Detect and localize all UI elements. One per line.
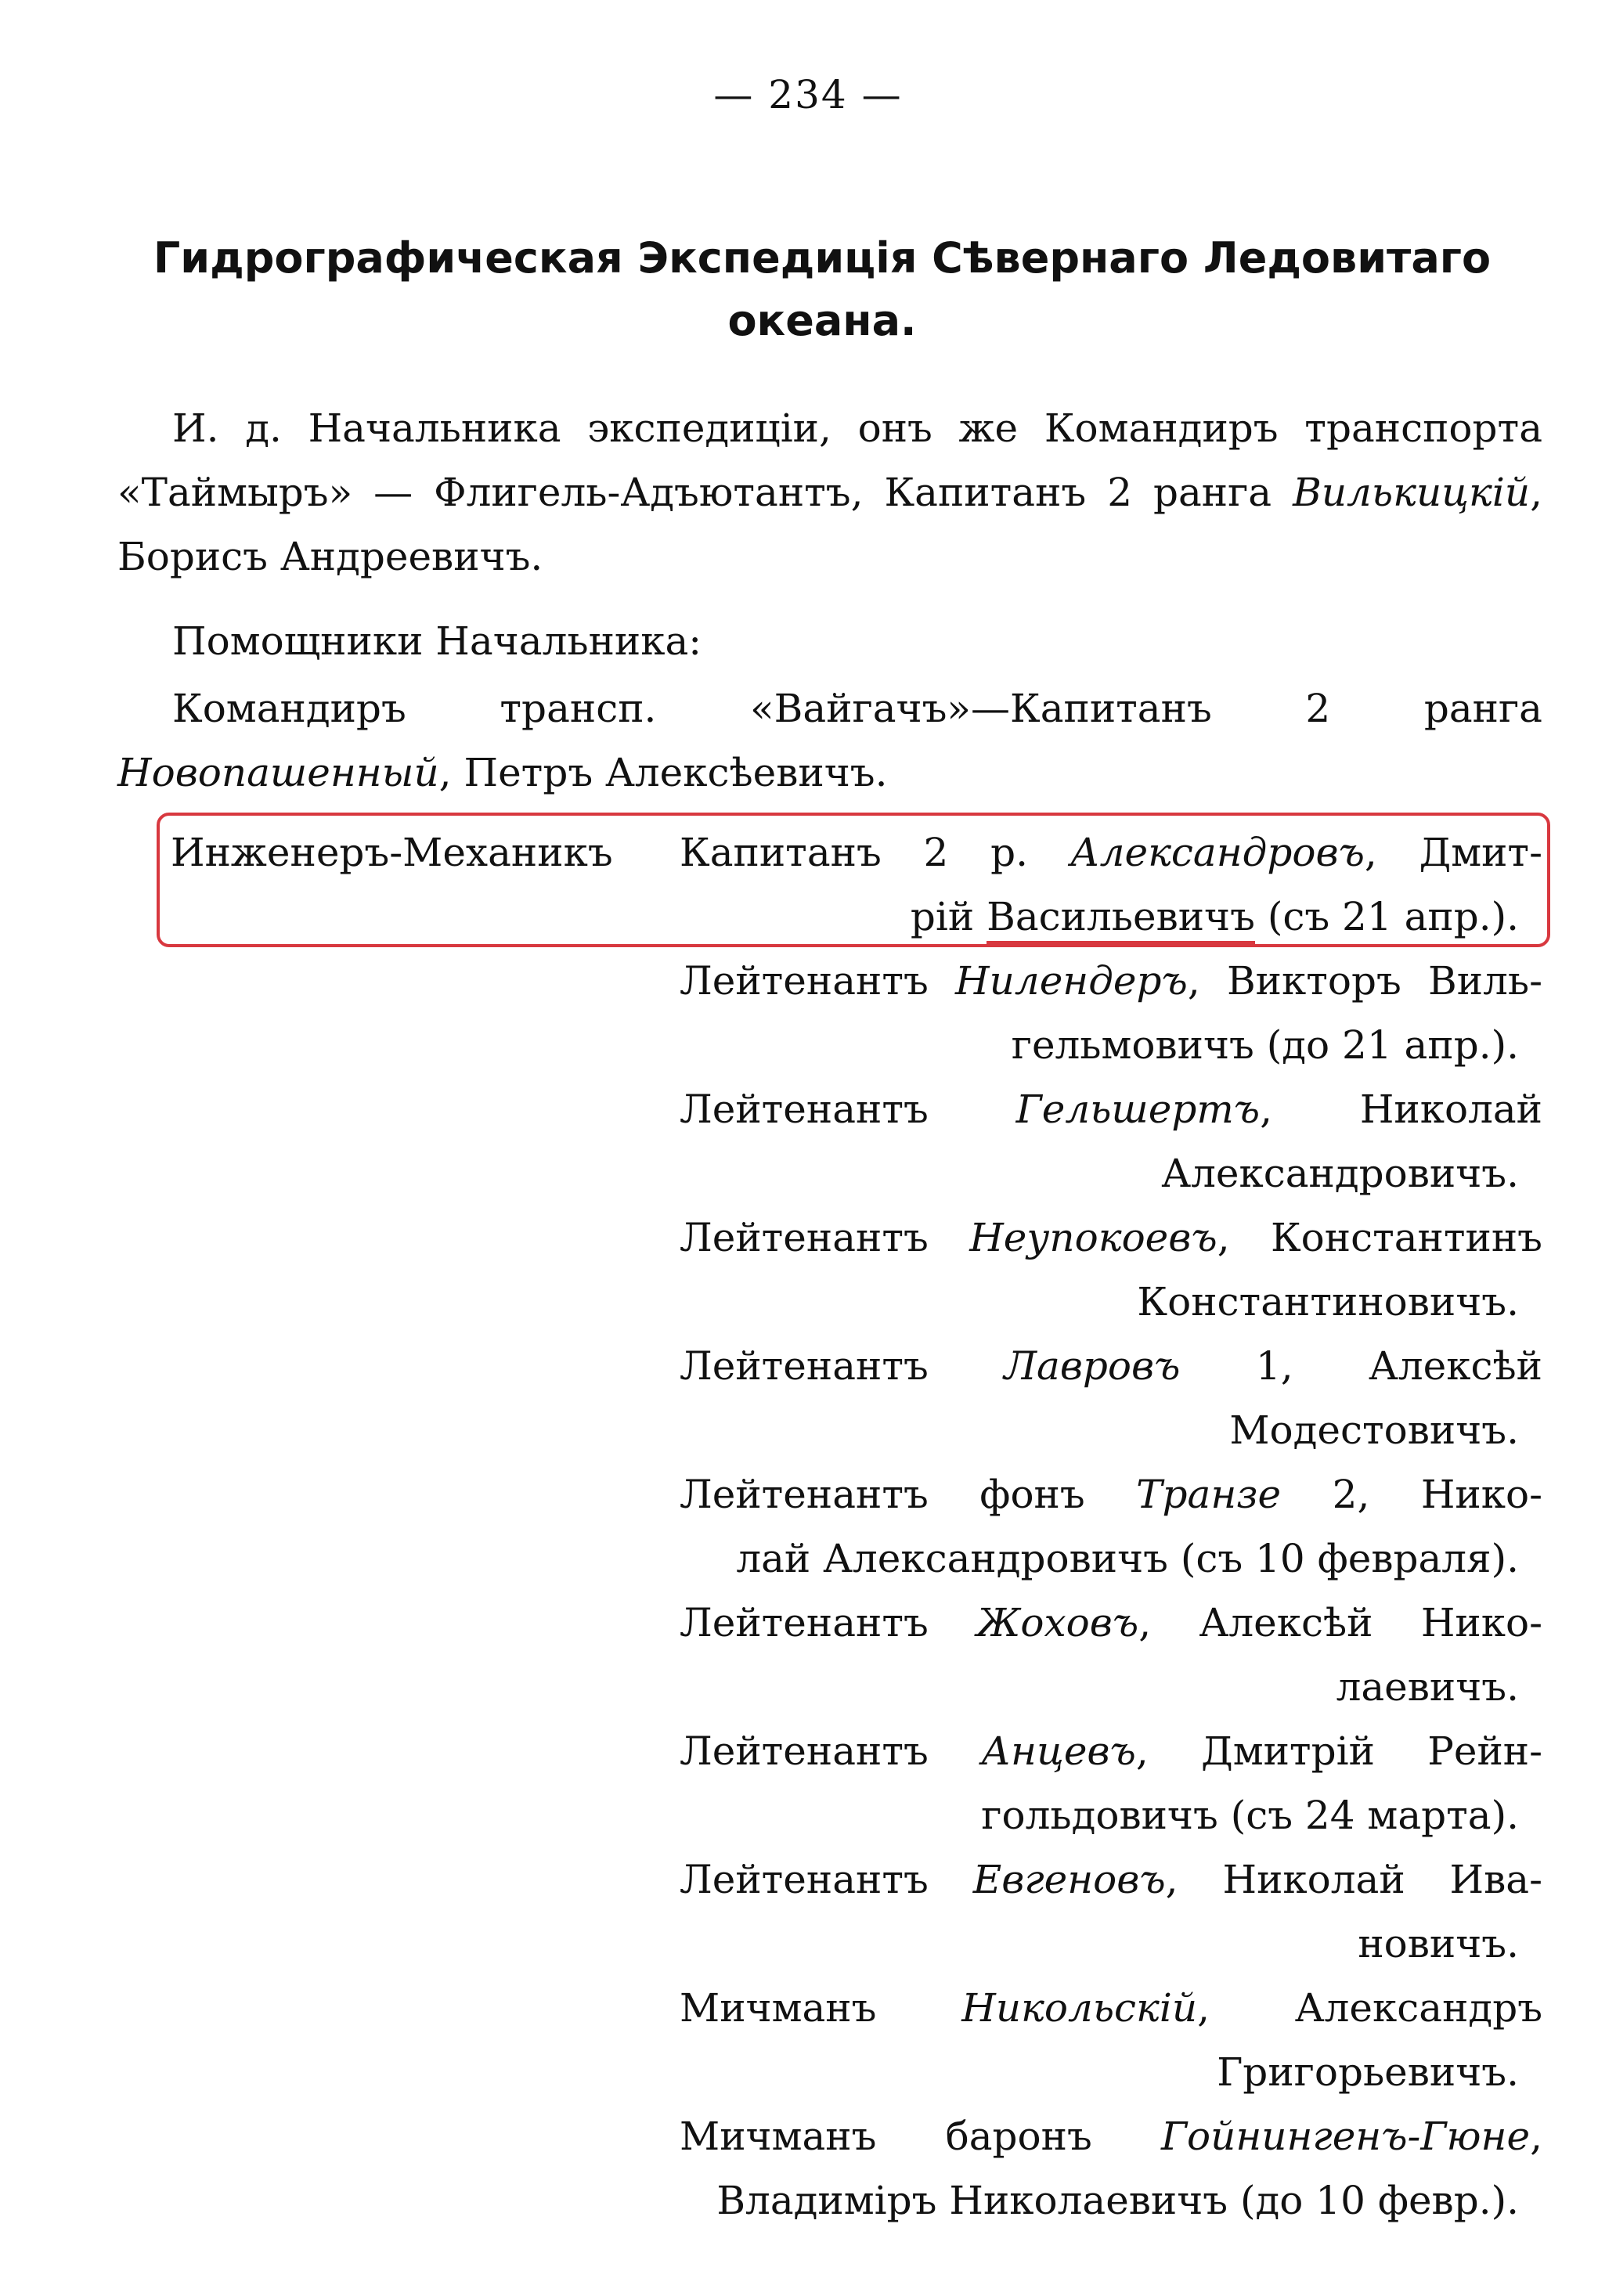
officer-entry — [680, 1077, 1542, 1206]
engineer-label: Инженеръ-Механикъ — [171, 830, 613, 875]
name-text: , — [1530, 2114, 1542, 2159]
surname: Гойнингенъ-Гюне — [1160, 2114, 1531, 2159]
entry-line: гельмовичъ (до 21 апр.). — [1011, 1022, 1519, 1068]
entry-line: Александровичъ. — [1161, 1151, 1519, 1196]
rank: Мичманъ баронъ — [680, 2114, 1161, 2159]
officer-entry — [680, 1206, 1542, 1334]
officer-entry — [680, 2104, 1542, 2233]
surname: Гельшертъ — [1015, 1087, 1261, 1132]
name-text: (съ 21 апр.). — [1254, 894, 1519, 939]
entry-line: Владиміръ Николаевичъ (до 10 февр.). — [716, 2178, 1519, 2223]
entry-line — [680, 885, 1542, 949]
entry-line — [680, 949, 1542, 1013]
rank: Лейтенантъ — [680, 1087, 1016, 1132]
rank: Лейтенантъ — [680, 1857, 973, 1902]
entry-line: Григорьевичъ. — [1217, 2049, 1519, 2095]
entry-line — [680, 1847, 1542, 1912]
name-text: 2, Нико- — [1281, 1472, 1542, 1517]
entry-line: гольдовичъ (съ 24 марта). — [981, 1793, 1519, 1838]
surname: Вилькицкій — [1293, 470, 1531, 515]
entry-line: лай Александровичъ (съ 10 февраля). — [736, 1536, 1519, 1581]
rank: Лейтенантъ — [680, 1600, 977, 1645]
paragraph-acting-chief — [117, 396, 1542, 589]
entry-line — [680, 1719, 1542, 1783]
entry-line — [680, 1077, 1542, 1141]
entry-line — [680, 1976, 1542, 2040]
entry-line: Модестовичъ. — [1229, 1408, 1519, 1453]
rank: Лейтенантъ фонъ — [680, 1472, 1137, 1517]
surname: Новопашенный — [117, 750, 439, 795]
surname: Неупокоевъ — [969, 1215, 1217, 1260]
surname: Никольскій — [961, 1985, 1198, 2031]
entry-line — [680, 1591, 1542, 1655]
surname: Жоховъ — [976, 1600, 1139, 1645]
rank: Капитанъ 2 р. — [680, 830, 1070, 875]
entry-line — [680, 1462, 1542, 1526]
rank: Лейтенантъ — [680, 1215, 970, 1260]
name-text: 1, Алексѣй — [1180, 1343, 1542, 1389]
name-text: , Алексѣй Нико- — [1138, 1600, 1542, 1645]
entry-line — [680, 1334, 1542, 1398]
entry-line — [680, 820, 1542, 885]
section-title: Гидрографическая Экспедиція Сѣвернаго Ледовитаго океана. — [153, 233, 1492, 345]
underlined-name: Васильевичъ — [987, 894, 1255, 945]
name-text: , Николай — [1260, 1087, 1543, 1132]
officer-entry — [680, 1462, 1542, 1591]
assistants-heading — [117, 609, 1542, 673]
rank: Лейтенантъ — [680, 958, 956, 1004]
paragraph-text: И. д. Начальника экспедиціи, онъ же Командиръ транспорта «Таймыръ» — Флигель-Адъютантъ, Капитанъ 2 ранга — [117, 405, 1542, 515]
name-text: , Александръ — [1197, 1985, 1543, 2031]
officer-entry — [680, 1847, 1542, 1976]
entry-line — [680, 2104, 1542, 2168]
entry-line — [680, 1206, 1542, 1270]
surname: Евгеновъ — [972, 1857, 1166, 1902]
name-text: , Викторъ Виль- — [1187, 958, 1543, 1004]
officer-entry — [680, 1334, 1542, 1462]
name-text: , Константинъ — [1217, 1215, 1542, 1260]
name-text: рій — [910, 894, 987, 939]
officer-entry — [680, 1591, 1542, 1719]
paragraph-text: , Петръ Алексѣевичъ. — [438, 750, 888, 795]
engineer-entry — [680, 820, 1542, 949]
name-text: , Николай Ива- — [1165, 1857, 1542, 1902]
entry-line: лаевичъ. — [1336, 1664, 1519, 1710]
surname: Нилендеръ — [955, 958, 1188, 1004]
rank: Лейтенантъ — [680, 1728, 982, 1774]
surname: Лавровъ — [1004, 1343, 1181, 1389]
rank: Мичманъ — [680, 1985, 962, 2031]
surname: Анцевъ — [981, 1728, 1136, 1774]
entry-line: Константиновичъ. — [1137, 1279, 1519, 1325]
officer-entry — [680, 1976, 1542, 2104]
name-text: , Дмитрій Рейн- — [1135, 1728, 1543, 1774]
officer-entry — [680, 1719, 1542, 1847]
name-text: , Дмит- — [1364, 830, 1542, 875]
paragraph-text: Командиръ трансп. «Вайгачъ»—Капитанъ 2 ранга — [172, 686, 1542, 731]
officer-entry — [680, 949, 1542, 1077]
surname: Александровъ — [1070, 830, 1365, 875]
heading-text: Помощники Начальника: — [172, 618, 702, 664]
surname: Транзе — [1136, 1472, 1282, 1517]
paragraph-vaygach-commander — [117, 676, 1542, 805]
paragraph-text: , Борисъ Андреевичъ. — [117, 470, 1542, 579]
entry-line: новичъ. — [1358, 1921, 1519, 1966]
rank: Лейтенантъ — [680, 1343, 1005, 1389]
page-number: — 234 — — [713, 72, 903, 117]
